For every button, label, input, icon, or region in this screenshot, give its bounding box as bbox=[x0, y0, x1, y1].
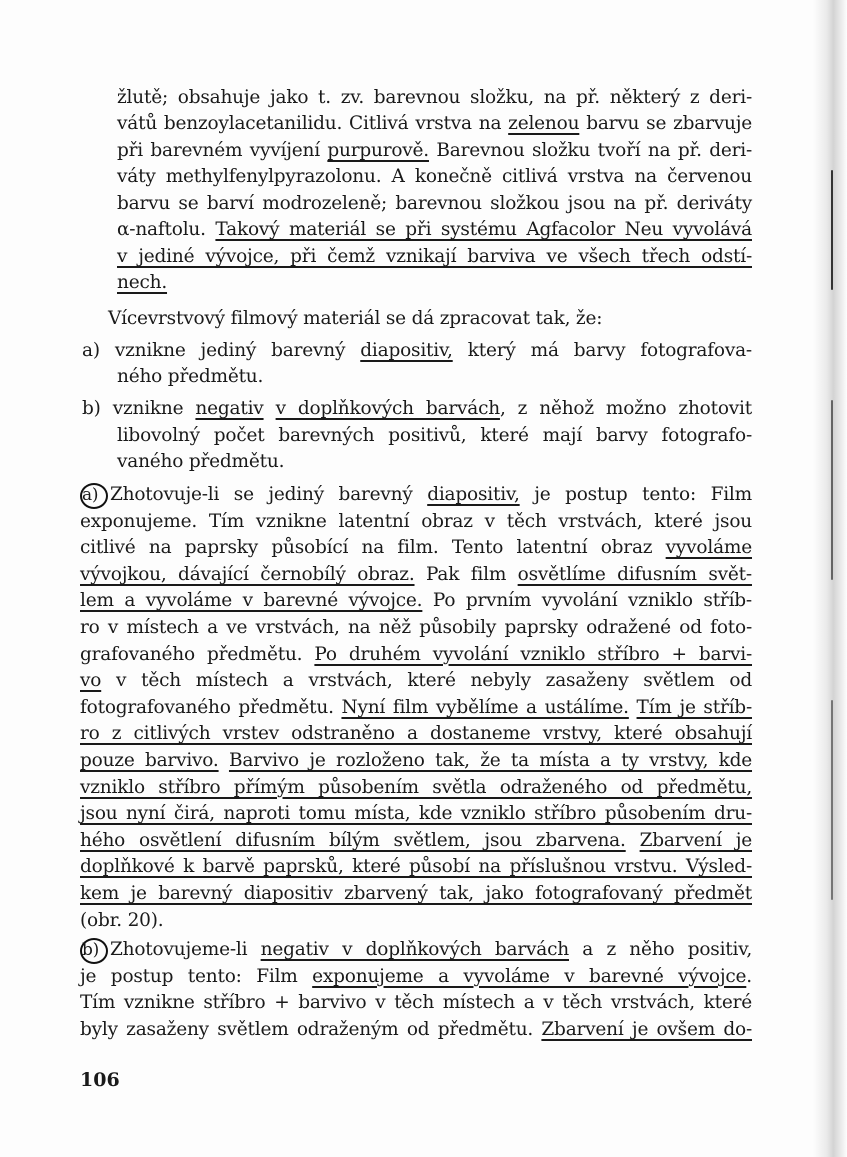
text-line: barvu se barví modrozeleně; barevnou složkou jsou na př. deriváty bbox=[117, 193, 752, 214]
underlined-text: Zbarvení je ovšem do- bbox=[541, 1018, 752, 1040]
paragraph-a-start: a) Zhotovuje-li se jediný barevný diapositiv, je postup tento: Film bbox=[80, 482, 752, 508]
underlined-text: nech. bbox=[117, 272, 168, 293]
text-line: fotografovaného předmětu. Nyní film vybělíme a ustálíme. Tím je stříb- bbox=[80, 696, 752, 718]
binding-mark bbox=[831, 700, 833, 900]
text-line: je postup tento: Film exponujeme a vyvoláme v barevné vývojce. bbox=[80, 965, 752, 987]
underlined-text: doplňkové k barvě paprsků, které působí na příslušnou vrstvu. Výsled- bbox=[80, 856, 752, 878]
text-line: žlutě; obsahuje jako t. zv. barevnou složku, na př. některý z deri- bbox=[117, 87, 752, 108]
text-line bbox=[80, 748, 752, 774]
underlined-text: Tím je stříb- bbox=[636, 696, 752, 718]
underlined-text: hého osvětlení difusním bílým světlem, jsou zbarvena. bbox=[80, 829, 626, 851]
text-line bbox=[80, 881, 752, 907]
text-line: ro v místech a ve vrstvách, na něž působily paprsky odražené od foto- bbox=[80, 617, 752, 638]
binding-mark bbox=[831, 400, 833, 580]
text-line: ného předmětu. bbox=[117, 366, 264, 387]
underlined-text: diapositiv, bbox=[427, 484, 520, 505]
underlined-text: lem a vyvoláme v barevné vývojce. bbox=[80, 590, 423, 612]
underlined-text: Nyní film vybělíme a ustálíme. bbox=[341, 696, 629, 718]
underlined-text: pouze barvivo. bbox=[80, 750, 219, 771]
circled-marker: a) bbox=[80, 483, 108, 509]
text-line bbox=[117, 244, 752, 270]
text-line: vátů benzoylacetanilidu. Citlivá vrstva na zelenou barvu se zbarvuje bbox=[117, 113, 752, 134]
underlined-text: vyvoláme bbox=[665, 537, 752, 559]
underlined-text: Po druhém vyvolání vzniklo stříbro + barvi- bbox=[314, 643, 752, 665]
underlined-text: v doplňkových barvách bbox=[275, 398, 500, 419]
intro-line: Vícevrstvový filmový materiál se dá zpracovat tak, že: bbox=[108, 308, 603, 329]
underlined-text: vzniklo stříbro přímým působením světla odraženého od předmětu, bbox=[80, 776, 752, 798]
page-number: 106 bbox=[80, 1069, 120, 1091]
circled-marker: b) bbox=[80, 938, 108, 964]
text-line: vo v těch místech a vrstvách, které nebyly zasaženy světlem od bbox=[80, 670, 752, 692]
underlined-text: Zbarvení je bbox=[639, 829, 752, 851]
text-line: vaného předmětu. bbox=[117, 451, 285, 472]
text-line: libovolný počet barevných positivů, které mají barvy fotografo- bbox=[117, 425, 752, 446]
text-line bbox=[80, 854, 752, 880]
text-line: citlivé na paprsky působící na film. Tento latentní obraz vyvoláme bbox=[80, 537, 752, 559]
text-line: Tím vznikne stříbro + barvivo v těch místech a v těch vrstvách, které bbox=[80, 992, 752, 1014]
underlined-text: diapositiv, bbox=[360, 340, 453, 361]
underlined-text: negativ bbox=[195, 398, 264, 419]
underlined-text: jsou nyní čirá, naproti tomu místa, kde vzniklo stříbro působením dru- bbox=[80, 803, 752, 825]
binding-mark bbox=[831, 170, 833, 290]
underlined-text: vo bbox=[80, 670, 102, 692]
text-line: lem a vyvoláme v barevné vývojce. Po prvním vyvolání vzniklo stříb- bbox=[80, 590, 752, 612]
text-line bbox=[80, 721, 752, 747]
underlined-text: osvětlíme difusním svět- bbox=[517, 563, 752, 585]
text-line: (obr. 20). bbox=[80, 909, 164, 931]
list-marker: a) bbox=[82, 340, 100, 361]
underlined-text: negativ v doplňkových barvách bbox=[260, 939, 569, 960]
list-item-a: a) vznikne jediný barevný diapositiv, který má barvy fotografova- bbox=[82, 340, 752, 361]
text-line: vývojkou, dávající černobílý obraz. Pak film osvětlíme difusním svět- bbox=[80, 563, 752, 585]
underlined-text: zelenou bbox=[508, 113, 580, 134]
underlined-text: Takový materiál se při systému Agfacolor Neu vyvolává bbox=[215, 219, 752, 240]
underlined-text: kem je barevný diapositiv zbarvený tak, jako fotografovaný předmět bbox=[80, 883, 752, 904]
binding-shadow bbox=[813, 0, 847, 1157]
text-line: byly zasaženy světlem odraženým od předmětu. Zbarvení je ovšem do- bbox=[80, 1018, 752, 1040]
text-line bbox=[117, 270, 752, 296]
text-line bbox=[80, 801, 752, 827]
text-line: exponujeme. Tím vznikne latentní obraz v těch vrstvách, které jsou bbox=[80, 510, 752, 532]
paragraph-b-start: b) Zhotovujeme-li negativ v doplňkových barvách a z něho positiv, bbox=[80, 937, 752, 963]
text-line: grafovaného předmětu. Po druhém vyvolání vzniklo stříbro + barvi- bbox=[80, 643, 752, 665]
underlined-text: v jediné vývojce, při čemž vznikají barviva ve všech třech odstí- bbox=[117, 246, 752, 267]
underlined-text: Barvivo je rozloženo tak, že ta místa a ty vrstvy, kde bbox=[228, 750, 753, 771]
underlined-text: exponujeme a vyvoláme v barevné vývojce bbox=[312, 965, 747, 987]
text-line bbox=[80, 828, 752, 854]
text-line bbox=[80, 775, 752, 801]
list-marker: b) bbox=[82, 398, 101, 419]
underlined-text: vývojkou, dávající černobílý obraz. bbox=[80, 563, 415, 585]
text-line: váty methylfenylpyrazolonu. A konečně citlivá vrstva na červenou bbox=[117, 166, 752, 187]
underlined-text: purpurově. bbox=[327, 140, 429, 161]
text-line: při barevném vyvíjení purpurově. Barevnou složku tvoří na př. deri- bbox=[117, 140, 752, 161]
list-item-b: b) vznikne negativ v doplňkových barvách, z něhož možno zhotovit bbox=[82, 398, 752, 419]
underlined-text: ro z citlivých vrstev odstraněno a dostaneme vrstvy, které obsahují bbox=[80, 723, 752, 745]
text-line: α-naftolu. Takový materiál se při systému Agfacolor Neu vyvolává bbox=[117, 219, 752, 240]
